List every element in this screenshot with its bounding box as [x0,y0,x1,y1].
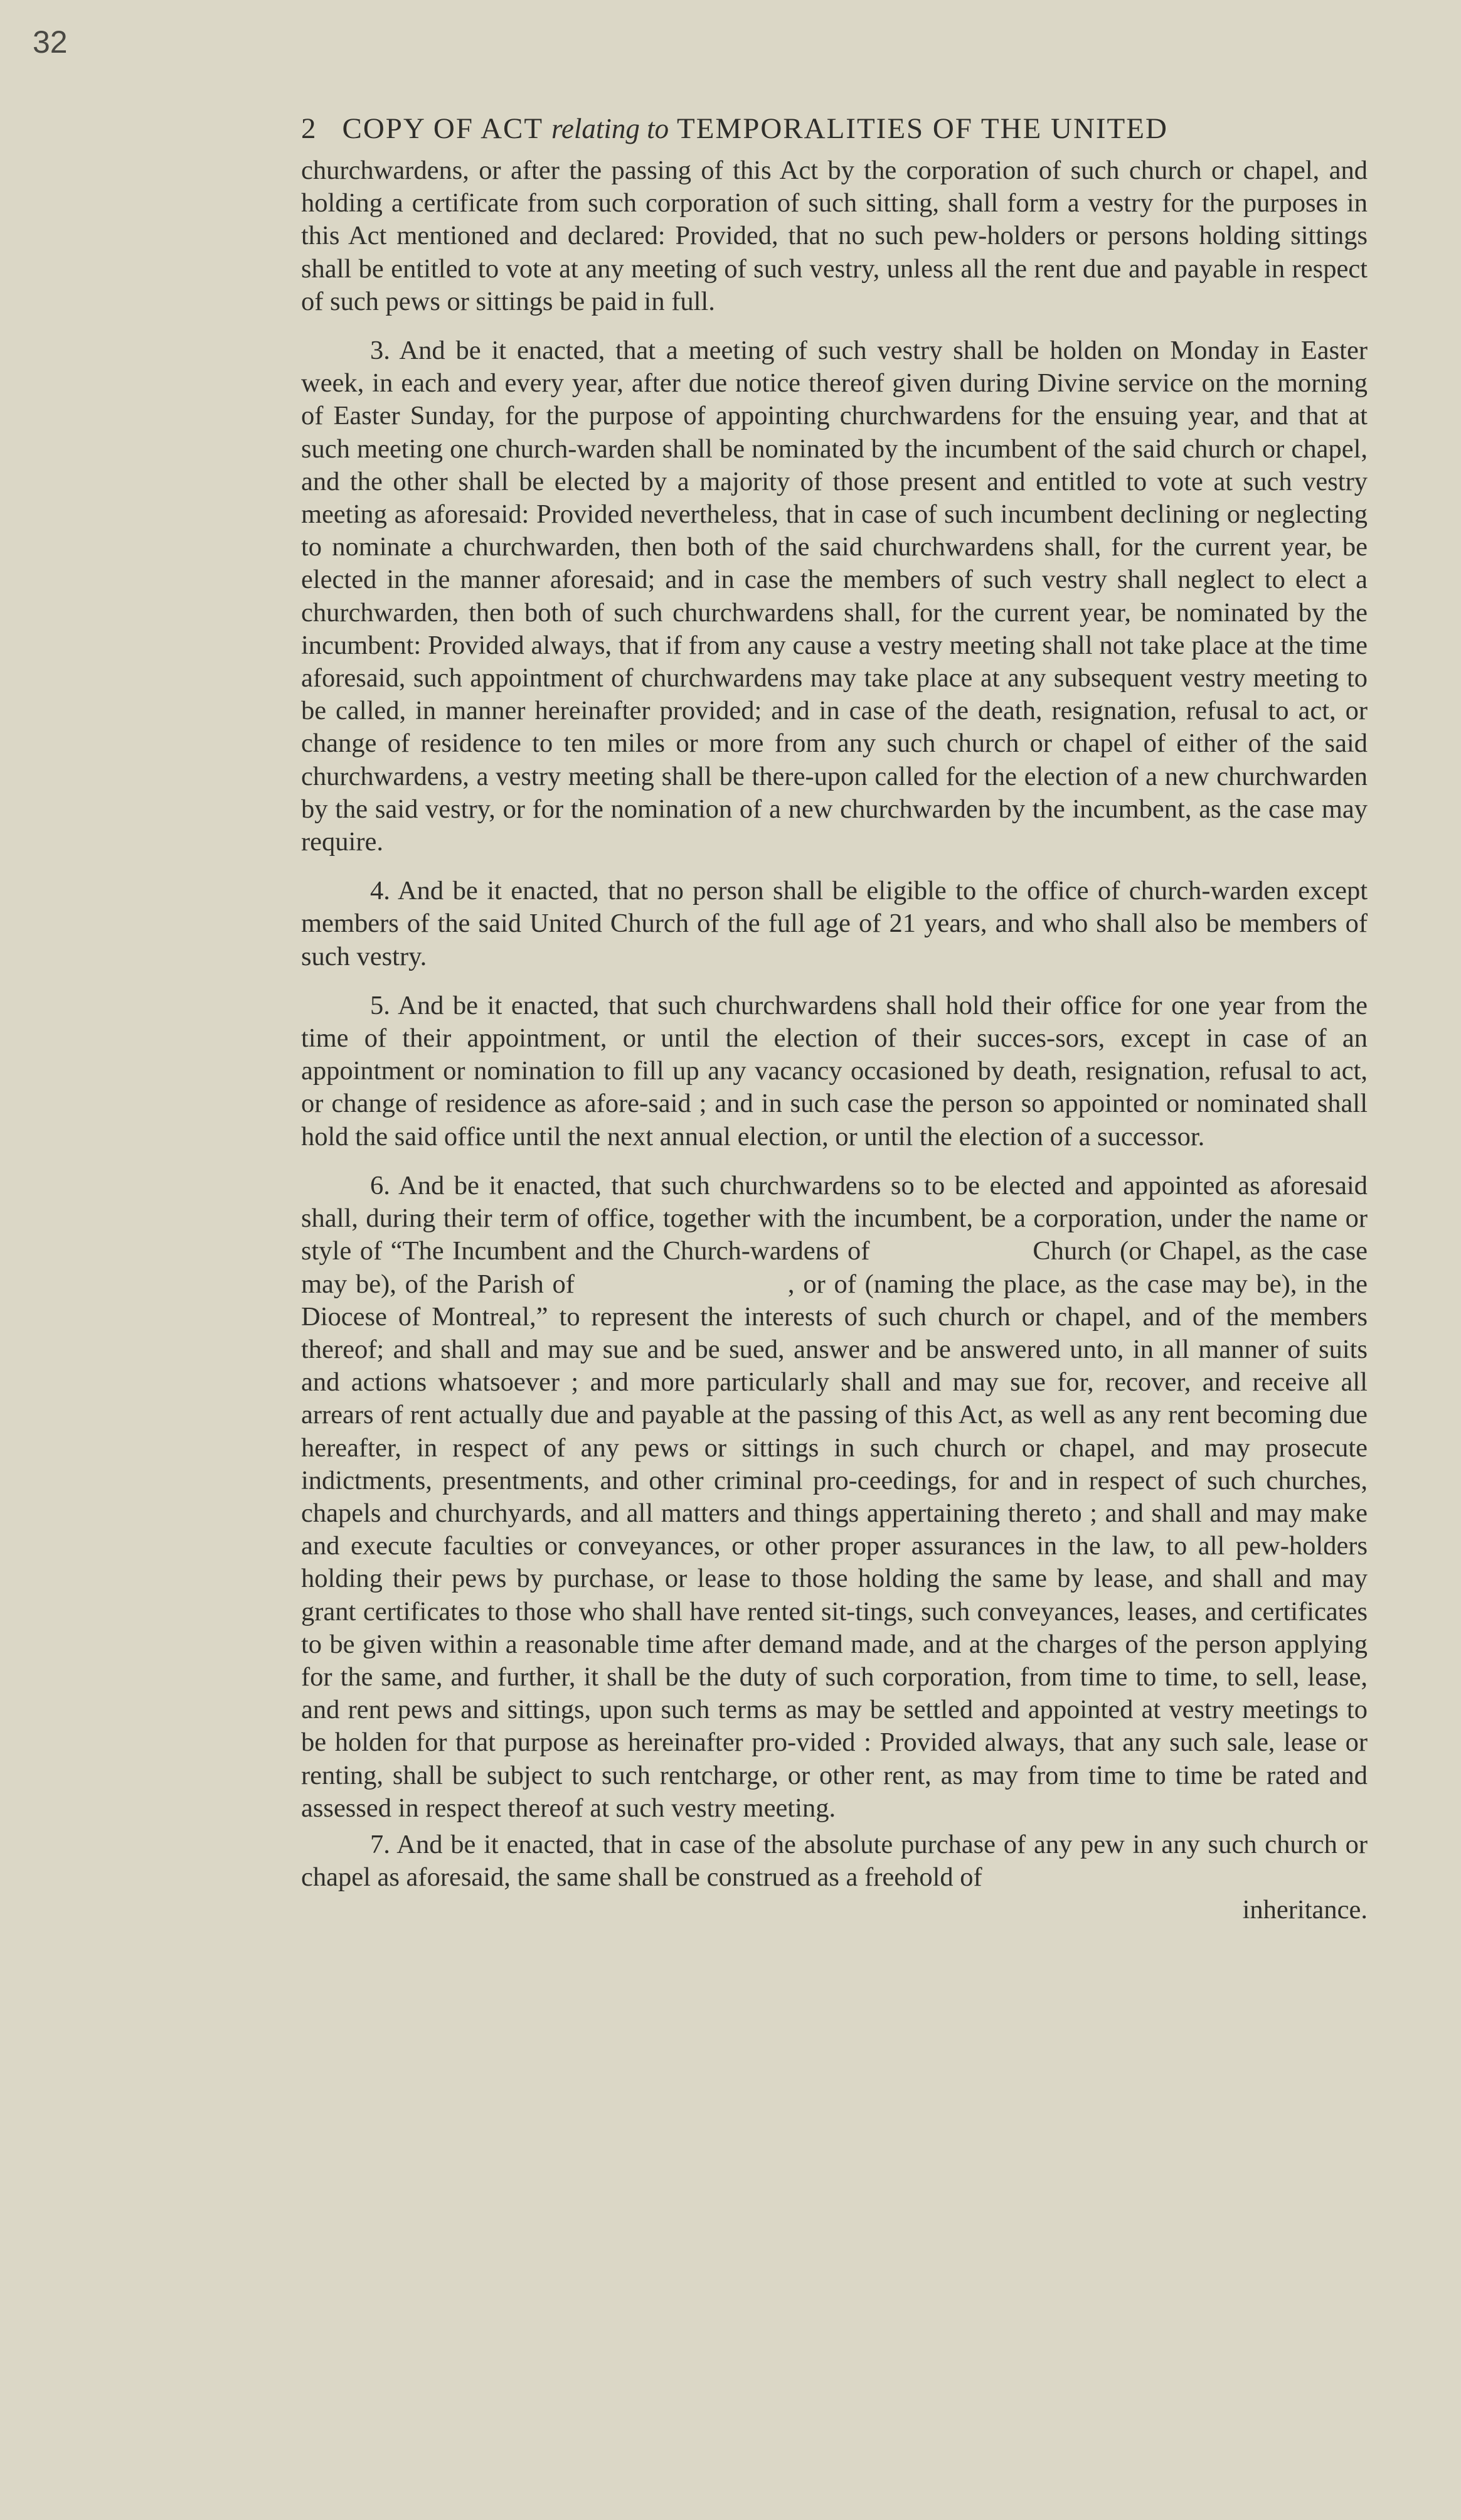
running-head-rest: TEMPORALITIES OF THE UNITED [677,112,1168,145]
running-head-lead: COPY OF ACT [342,112,543,145]
section-6-part-c: , or of (naming the place, as the case may be), in the Diocese of Montreal,” to represent the interests of such church or chapel, and of the members thereof; and shall and may sue and be sued, answer and be answered unto, in all manner of suits and actions whatsoever ; and more particularly shall and may sue for, recover, and receive all arrears of rent actually due and payable at the passing of this Act, as well as any rent becoming due hereafter, in respect of any pews or sittings in such church or chapel, and may prosecute indictments, presentments, and other criminal pro-ceedings, for and in respect of such churches, chapels and churchyards, and all matters and things appertaining thereto ; and shall and may make and execute faculties or conveyances, or other proper assurances in the law, to all pew-holders holding their pews by purchase, or lease to those holding the same by lease, and shall and may grant certificates to those who shall have rented sit-tings, such conveyances, leases, and certificates to be given within a reasonable time after demand made, and at the charges of the person applying for the same, and further, it shall be the duty of such corporation, from time to time, to sell, lease, and rent pews and sittings, upon such terms as may be settled and appointed at vestry meetings to be holden for that purpose as hereinafter pro-vided : Provided always, that any such sale, lease or renting, shall be subject to such rentcharge, or other rent, as may from time to time be rated and assessed in respect thereof at such vestry meeting. [301,1269,1368,1823]
section-6-part-a: 6. And be it enacted, that such churchwardens so to be elected and appointed as aforesaid shall, during their term of office, together with the incumbent, be a corporation, under the name or style of “The Incumbent and the Church-wardens of [301,1170,1368,1266]
section-5: 5. And be it enacted, that such churchwardens shall hold their office for one year from the time of their appointment, or until the election of their succes-sors, except in case of an appointment or nomination to fill up any vacancy occasioned by death, resignation, refusal to act, or change of residence as afore-said ; and in such case the person so appointed or nominated shall hold the said office until the next annual election, or until the election of a successor. [301,990,1368,1151]
section-6 [301,1170,1368,1825]
document-page [301,107,1368,1927]
section-4: 4. And be it enacted, that no person shall be eligible to the office of church-warden except members of the said United Church of the full age of 21 years, and who shall also be members of such vestry. [301,876,1368,971]
section-7-tail: inheritance. [1242,1895,1368,1925]
section-7 [301,1829,1368,1927]
page-folio: 2 [301,112,317,145]
running-head-italic: relating to [551,113,669,144]
section-6-part-b: Church (or Chapel, as the case may be), of the Parish of [301,1236,1368,1299]
archive-page-number: 32 [33,24,68,60]
section-3: 3. And be it enacted, that a meeting of such vestry shall be holden on Monday in Easter week, in each and every year, after due notice thereof given during Divine service on the morning of Easter Sunday, for the purpose of appointing churchwardens for the ensuing year, and that at such meeting one church-warden shall be nominated by the incumbent of the said church or chapel, and the other shall be elected by a majority of those present and entitled to vote at such vestry meeting as aforesaid: Provided nevertheless, that in case of such incumbent declining or neglecting to nominate a churchwarden, then both of the said churchwardens shall, for the current year, be elected in the manner aforesaid; and in case the members of such vestry shall neglect to elect a churchwarden, then both of such churchwardens shall, for the current year, be nominated by the incumbent: Provided always, that if from any cause a vestry meeting shall not take place at the time aforesaid, such appointment of churchwardens may take place at any subsequent vestry meeting to be called, in manner hereinafter provided; and in case of the death, resignation, refusal to act, or change of residence to ten miles or more from any such church or chapel of either of the said churchwardens, a vestry meeting shall be there-upon called for the election of a new churchwarden by the said vestry, or for the nomination of a new churchwarden by the incumbent, as the case may require. [301,336,1368,857]
paragraph-continuation: churchwardens, or after the passing of this Act by the corporation of such church or chapel, and holding a certificate from such corporation of such sitting, shall form a vestry for the purposes in this Act mentioned and declared: Provided, that no such pew-holders or persons holding sittings shall be entitled to vote at any meeting of such vestry, unless all the rent due and payable in respect of such pews or sittings be paid in full. [301,156,1368,316]
running-head [301,107,1368,151]
section-7-text: 7. And be it enacted, that in case of the absolute purchase of any pew in any such church or chapel as aforesaid, the same shall be construed as a freehold of [301,1829,1368,1893]
